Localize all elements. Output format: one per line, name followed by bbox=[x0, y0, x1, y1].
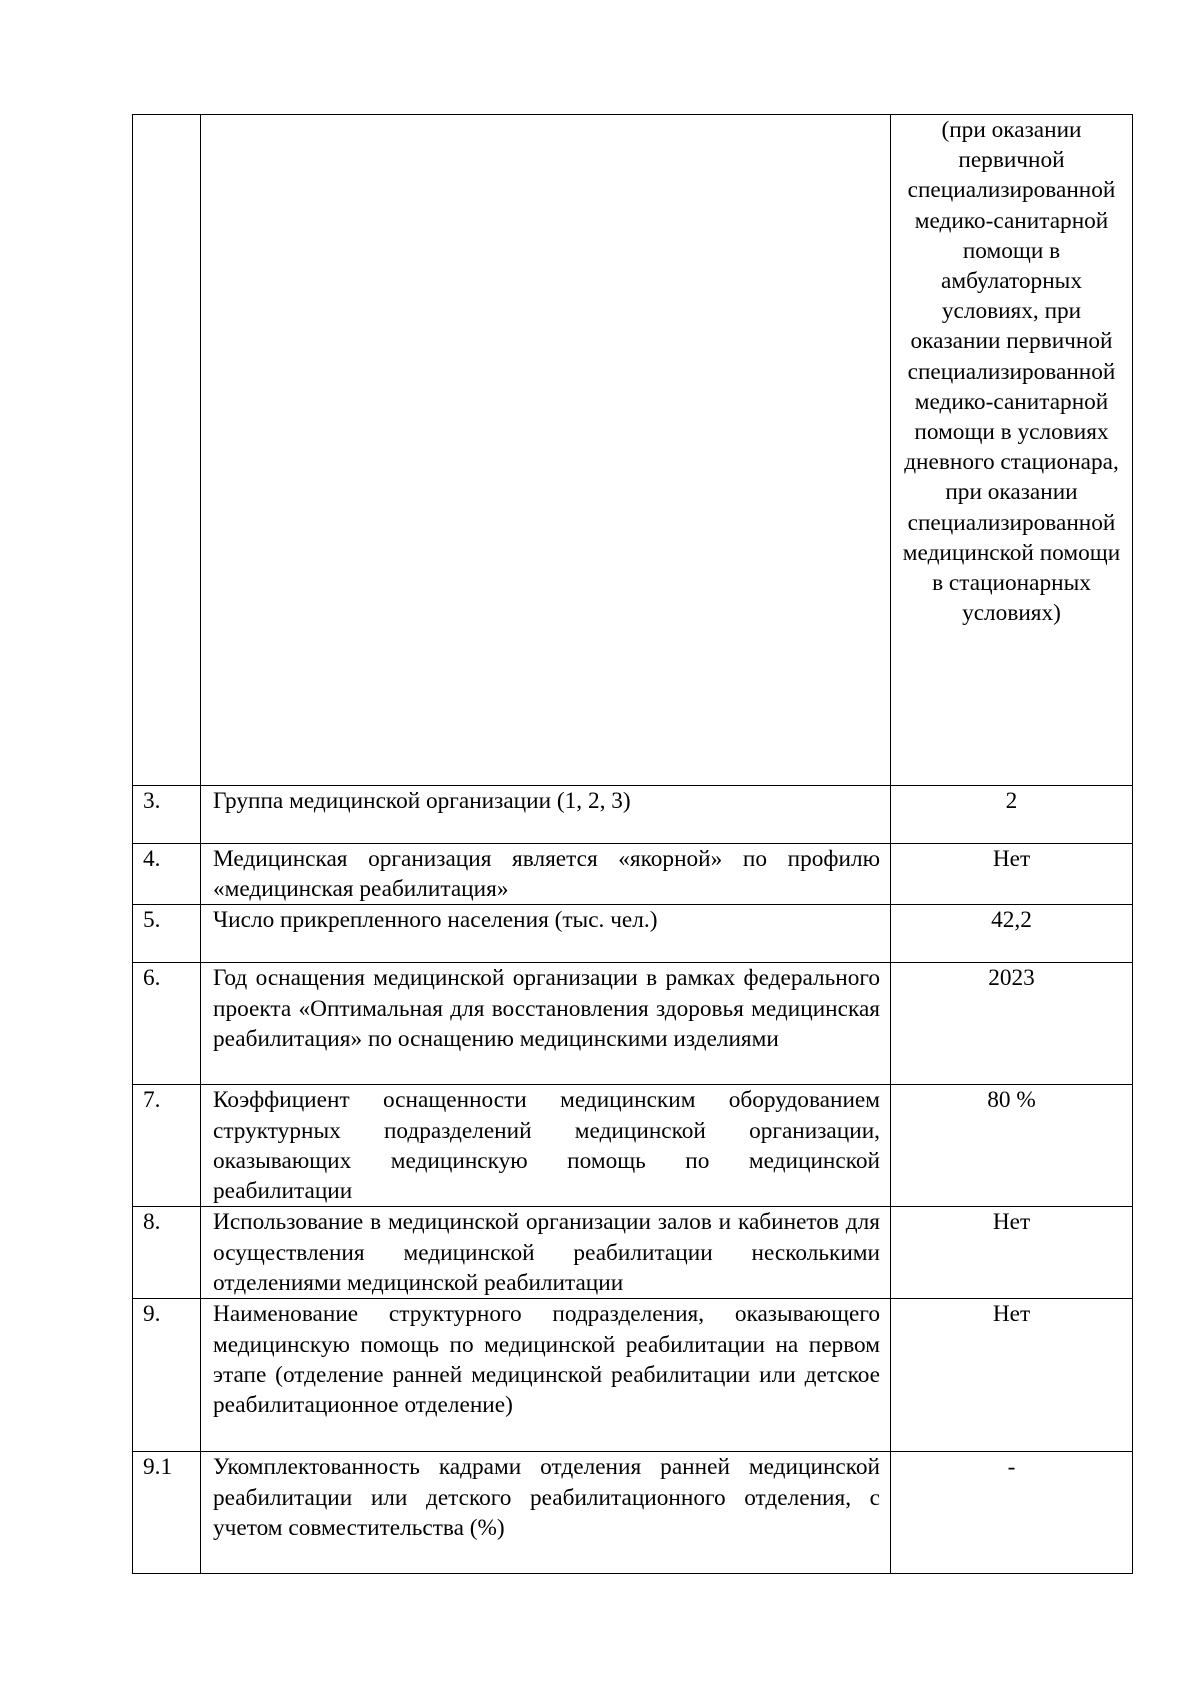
table-row bbox=[133, 1452, 1133, 1574]
row-number-cell: 6. bbox=[133, 963, 201, 1085]
table-row bbox=[133, 1299, 1133, 1452]
table-row bbox=[133, 905, 1133, 963]
row-value-cell: Нет bbox=[891, 1299, 1133, 1452]
table-row-continuation bbox=[133, 115, 1133, 786]
row-number-cell: 9. bbox=[133, 1299, 201, 1452]
row-value-cell: 2023 bbox=[891, 963, 1133, 1085]
table-row bbox=[133, 1207, 1133, 1299]
row-description-cell: Коэффициент оснащенности медицинским оборудованием структурных подразделений медицинской организации, оказывающих медицинскую помощь по медицинской реабилитации bbox=[201, 1085, 891, 1207]
row-description-cell: Наименование структурного подразделения, оказывающего медицинскую помощь по медицинской реабилитации на первом этапе (отделение ранней медицинской реабилитации или детское реабилитационное отделение) bbox=[201, 1299, 891, 1452]
row-value-cell: 42,2 bbox=[891, 905, 1133, 963]
table-row bbox=[133, 844, 1133, 905]
row-description-cell bbox=[201, 115, 891, 786]
indicators-table bbox=[132, 114, 1133, 1574]
row-description-cell: Год оснащения медицинской организации в рамках федерального проекта «Оптимальная для восстановления здоровья медицинская реабилитация» по оснащению медицинскими изделиями bbox=[201, 963, 891, 1085]
row-value-cell: Нет bbox=[891, 844, 1133, 905]
row-value-cell: Нет bbox=[891, 1207, 1133, 1299]
row-value-cell bbox=[891, 115, 1133, 786]
row-number-cell: 3. bbox=[133, 786, 201, 844]
row-number-cell: 5. bbox=[133, 905, 201, 963]
continuation-value-text: (при оказании первичной специализированной медико-санитарной помощи в амбулаторных условиях, при оказании первичной специализированной медико-санитарной помощи в условиях дневного стационара, при оказании специализированной медицинской помощи в стационарных условиях) bbox=[902, 117, 1121, 627]
row-value-cell: - bbox=[891, 1452, 1133, 1574]
row-description-cell: Число прикрепленного населения (тыс. чел.) bbox=[201, 905, 891, 963]
table-row bbox=[133, 1085, 1133, 1207]
row-description-cell: Группа медицинской организации (1, 2, 3) bbox=[201, 786, 891, 844]
table-row bbox=[133, 963, 1133, 1085]
row-number-cell bbox=[133, 115, 201, 786]
row-number-cell: 4. bbox=[133, 844, 201, 905]
row-number-cell: 7. bbox=[133, 1085, 201, 1207]
row-number-cell: 8. bbox=[133, 1207, 201, 1299]
row-value-cell: 80 % bbox=[891, 1085, 1133, 1207]
row-value-cell: 2 bbox=[891, 786, 1133, 844]
row-description-cell: Медицинская организация является «якорной» по профилю «медицинская реабилитация» bbox=[201, 844, 891, 905]
table-row bbox=[133, 786, 1133, 844]
row-description-cell: Использование в медицинской организации залов и кабинетов для осуществления медицинской реабилитации несколькими отделениями медицинской реабилитации bbox=[201, 1207, 891, 1299]
row-description-cell: Укомплектованность кадрами отделения ранней медицинской реабилитации или детского реабилитационного отделения, с учетом совместительства (%) bbox=[201, 1452, 891, 1574]
row-number-cell: 9.1 bbox=[133, 1452, 201, 1574]
